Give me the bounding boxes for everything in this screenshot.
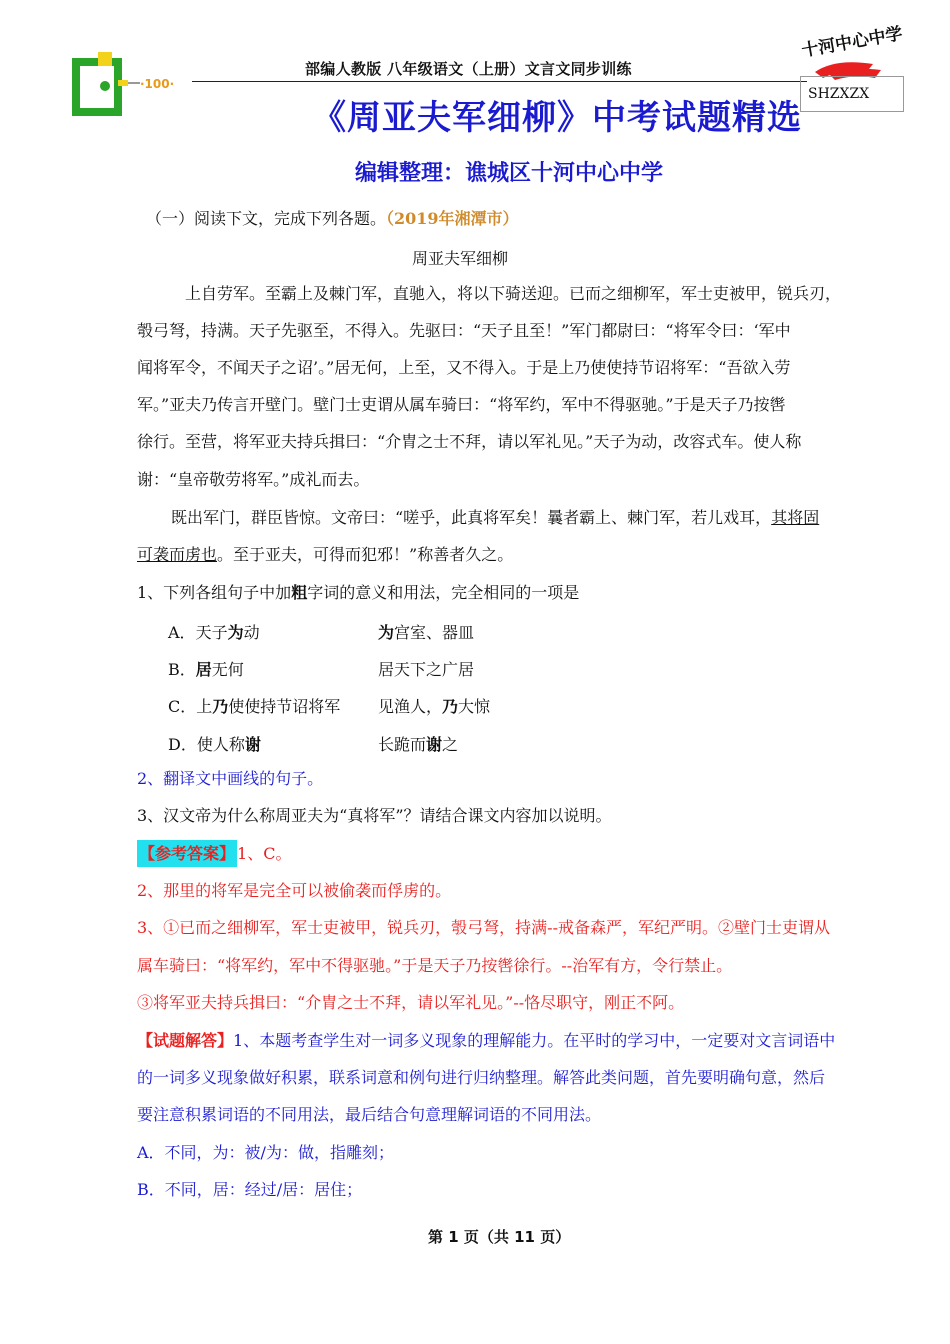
option-bold: 居 [195, 660, 212, 679]
analysis-tag: 【试题解答】 [137, 1031, 234, 1050]
option-letter: D． [168, 735, 197, 754]
analysis-line4: A．不同，为：被/为：做，指雕刻； [137, 1143, 394, 1162]
option-bold: 乃 [442, 697, 459, 716]
option-text: 见渔人， [378, 697, 443, 716]
option-text: 使使持节诏将军 [228, 697, 341, 716]
option-b-right [378, 657, 474, 680]
brand-logo-icon [70, 46, 200, 126]
passage-para2-line1 [171, 508, 819, 528]
header-rule [192, 81, 807, 82]
svg-text:·100·: ·100· [140, 77, 175, 91]
option-b-left [168, 657, 244, 680]
analysis-line2: 的一词多义现象做好积累，联系词意和例句进行归纳整理。解答此类问题，首先要明确句意，然后 [137, 1068, 826, 1087]
answer-3-line2: 属车骑曰：“将军约，军中不得驱驰。”于是天子乃按辔徐行。--治军有方，令行禁止。 [137, 956, 733, 975]
analysis-line5: B．不同，居：经过/居：居住； [137, 1180, 363, 1199]
passage-line: 军。”亚夫乃传言开壁门。壁门士吏谓从属车骑曰：“将军约，军中不得驱驰。”于是天子乃按辔 [137, 395, 786, 414]
question-1 [137, 583, 579, 603]
svg-text:十河中心中学: 十河中心中学 [800, 23, 905, 62]
option-letter: B． [168, 660, 196, 679]
option-a-left [168, 620, 260, 643]
question-3: 3、汉文帝为什么称周亚夫为“真将军”？请结合课文内容加以说明。 [137, 806, 612, 825]
underlined-sentence: 可袭而虏也 [137, 545, 218, 564]
analysis-line3: 要注意积累词语的不同用法，最后结合句意理解词语的不同用法。 [137, 1105, 602, 1124]
option-text: 动 [243, 623, 260, 642]
option-bold: 谢 [244, 735, 261, 754]
option-text: 无何 [211, 660, 244, 679]
header-series: 部编人教版 八年级语文（上册）文言文同步训练 [305, 60, 632, 78]
option-c-right [378, 694, 490, 717]
answer-text: 1、C。 [237, 844, 292, 863]
answer-2: 2、那里的将军是完全可以被偷袭而俘虏的。 [137, 881, 452, 900]
option-text: 上 [196, 697, 213, 716]
passage-title: 周亚夫军细柳 [412, 249, 509, 268]
option-bold: 为 [227, 623, 244, 642]
option-text: 天子 [195, 623, 228, 642]
passage-line: 上自劳军。至霸上及棘门军，直驰入，将以下骑送迎。已而之细柳军，军士吏被甲，锐兵刃， [185, 284, 842, 303]
passage-line: 徐行。至营，将军亚夫持兵揖曰：“介胄之士不拜，请以军礼见。”天子为动，改容式车。使人称 [137, 432, 802, 451]
answer-3-line3: ③将军亚夫持兵揖曰：“介胄之士不拜，请以军礼见。”--恪尽职守，刚正不阿。 [137, 993, 685, 1012]
option-text: 使人称 [196, 735, 245, 754]
option-bold: 谢 [426, 735, 443, 754]
answer-3-line1: 3、①已而之细柳军，军士吏被甲，锐兵刃，彀弓弩，持满--戒备森严，军纪严明。②壁门士吏谓从 [137, 918, 830, 937]
section-intro [146, 209, 519, 229]
option-text: 宫室、器皿 [394, 623, 475, 642]
passage-line: 彀弓弩，持满。天子先驱至，不得入。先驱曰：“天子且至！”军门都尉曰：“将军令曰：‘军中 [137, 321, 791, 340]
option-text: 之 [442, 735, 459, 754]
question-bold-char: 粗 [291, 583, 308, 602]
section-source: （2019年湘潭市） [386, 209, 519, 228]
option-text: 居天下之广居 [378, 660, 475, 679]
question-2: 2、翻译文中画线的句子。 [137, 769, 324, 788]
section-label: （一）阅读下文，完成下列各题。 [146, 209, 387, 228]
option-c-left [168, 694, 340, 717]
passage-line: 闻将军令，不闻天子之诏’。”居无何，上至，又不得入。于是上乃使使持节诏将军：“吾欲入劳 [137, 358, 791, 377]
question-text: 字词的意义和用法，完全相同的一项是 [307, 583, 580, 602]
passage-text: 。至于亚夫，可得而犯邪！”称善者久之。 [217, 545, 514, 564]
school-code: SHZXZX [808, 86, 870, 102]
page-title: 《周亚夫军细柳》中考试题精选 [312, 98, 802, 138]
option-text: 大惊 [458, 697, 491, 716]
option-a-right [378, 620, 474, 643]
option-bold: 为 [378, 623, 395, 642]
option-letter: C． [168, 697, 197, 716]
option-bold: 乃 [212, 697, 229, 716]
passage-line: 谢：“皇帝敬劳将军。”成礼而去。 [137, 470, 370, 489]
analysis-text: 1、本题考查学生对一词多义现象的理解能力。在平时的学习中，一定要对文言词语中 [233, 1031, 836, 1050]
page-footer: 第 1 页（共 11 页） [428, 1228, 571, 1246]
underlined-sentence: 其将固 [771, 508, 820, 527]
reference-answer-tag: 【参考答案】 [137, 840, 237, 867]
option-letter: A． [168, 623, 196, 642]
passage-text: 既出军门，群臣皆惊。文帝曰：“嗟乎，此真将军矣！曩者霸上、棘门军，若儿戏耳， [171, 508, 772, 527]
answer-1 [137, 844, 291, 864]
editor-line: 编辑整理：谯城区十河中心中学 [355, 161, 664, 186]
option-d-right [378, 732, 458, 755]
option-text: 长跪而 [378, 735, 427, 754]
passage-para2-line2 [137, 545, 513, 565]
question-text: 1、下列各组句子中加 [137, 583, 292, 602]
analysis-line1 [137, 1031, 835, 1051]
option-d-left [168, 732, 261, 755]
